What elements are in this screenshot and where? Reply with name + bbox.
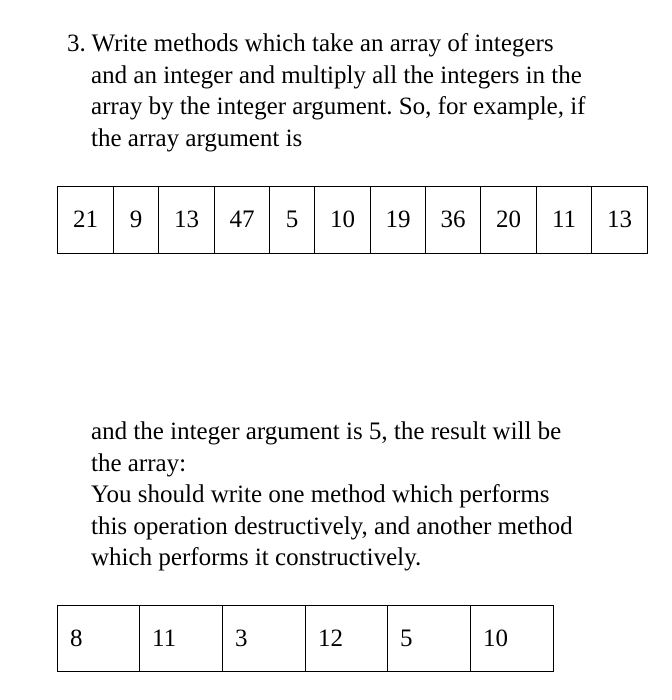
- array-cell: 13: [159, 187, 215, 254]
- array-cell: 47: [215, 187, 270, 254]
- array-cell: 13: [592, 187, 648, 254]
- array-cell: 3: [223, 606, 306, 672]
- result-array-row: [58, 606, 554, 672]
- array-cell: 36: [426, 187, 481, 254]
- continuation-line-5: which performs it constructively.: [91, 544, 422, 571]
- continuation-line-4: this operation destructively, and another method: [91, 512, 573, 540]
- array-cell: 11: [140, 606, 223, 672]
- question-text: [67, 28, 586, 154]
- array-cell: 8: [58, 606, 140, 672]
- result-array-table: [57, 605, 554, 672]
- array-cell: 10: [471, 606, 554, 672]
- array-cell: 10: [315, 187, 371, 254]
- array-cell: 21: [58, 187, 114, 254]
- input-array-row: [58, 187, 648, 254]
- array-cell: 20: [481, 187, 537, 254]
- continuation-line-2: the array:: [91, 449, 187, 477]
- question-line-1: 3. Write methods which take an array of integers: [67, 30, 554, 57]
- continuation-line-1: and the integer argument is 5, the result will be: [91, 418, 562, 445]
- input-array-table: [57, 186, 648, 254]
- array-cell: 5: [270, 187, 315, 254]
- question-line-3: array by the integer argument. So, for example, if: [91, 93, 586, 120]
- array-cell: 11: [537, 187, 592, 254]
- question-line-4: the array argument is: [91, 124, 303, 152]
- question-line-2: and an integer and multiply all the integers in the: [91, 61, 582, 89]
- array-cell: 5: [388, 606, 471, 672]
- continuation-line-3: You should write one method which performs: [91, 481, 550, 508]
- array-cell: 9: [114, 187, 159, 254]
- continuation-text: [91, 416, 573, 574]
- array-cell: 19: [371, 187, 426, 254]
- array-cell: 12: [306, 606, 388, 672]
